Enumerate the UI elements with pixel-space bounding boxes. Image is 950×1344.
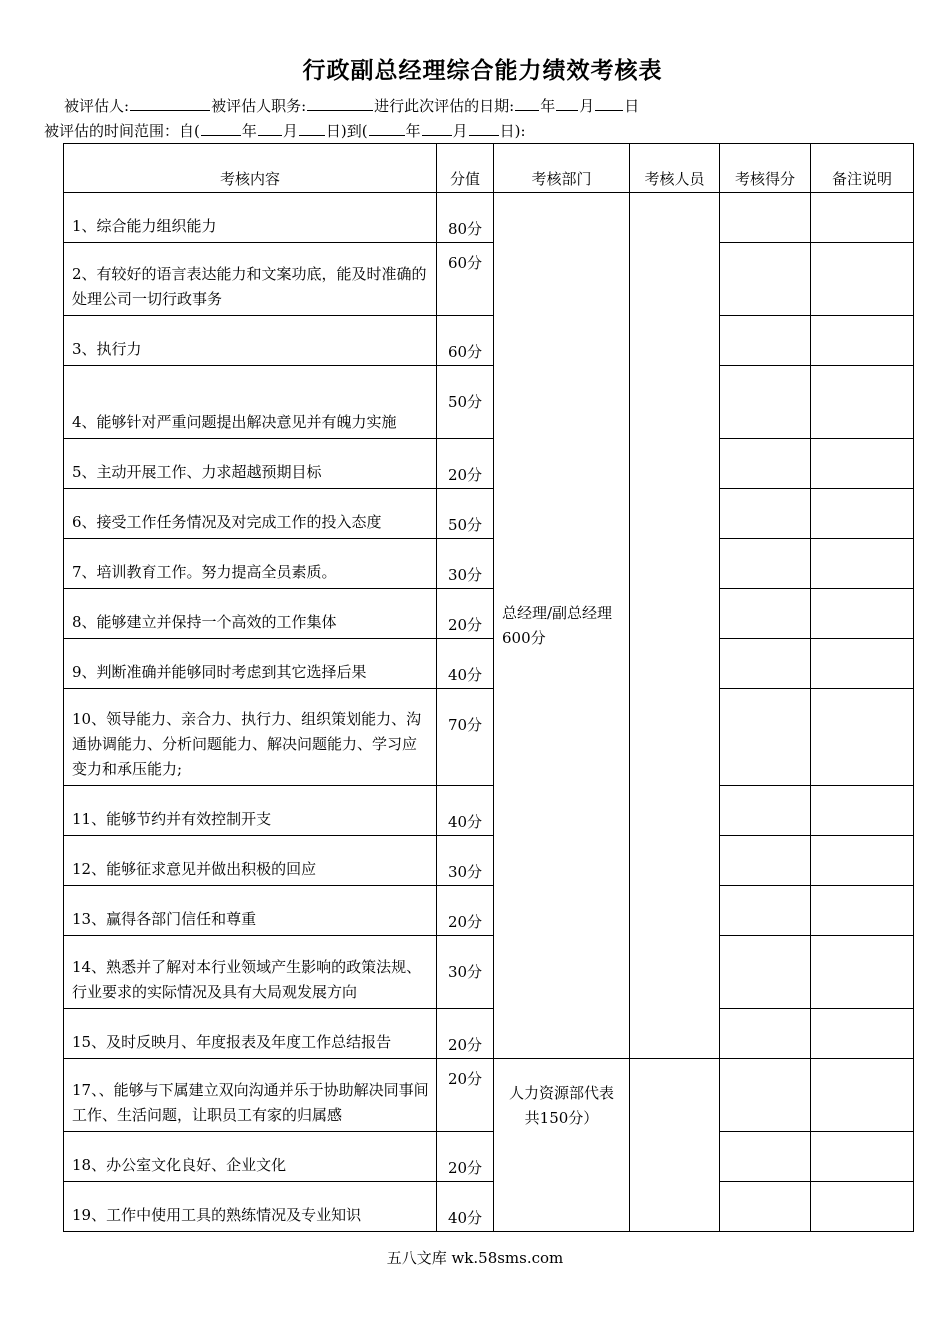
table-row: [64, 1132, 914, 1182]
remarks-cell[interactable]: [811, 316, 914, 366]
table-row: [64, 836, 914, 886]
range-end-day-field[interactable]: [469, 120, 499, 136]
evaluatee-label: 被评估人:: [64, 97, 130, 115]
range-month2-label: 月: [452, 122, 468, 140]
remarks-cell[interactable]: [811, 936, 914, 1009]
result-cell[interactable]: [720, 836, 811, 886]
remarks-cell[interactable]: [811, 886, 914, 936]
remarks-cell[interactable]: [811, 786, 914, 836]
remarks-cell[interactable]: [811, 489, 914, 539]
range-year-label: 年: [241, 122, 257, 140]
table-row: [64, 639, 914, 689]
remarks-cell[interactable]: [811, 1009, 914, 1059]
range-start-month-field[interactable]: [258, 120, 282, 136]
range-month-label: 月: [282, 122, 298, 140]
assessor-cell[interactable]: [630, 1059, 720, 1232]
month-label: 月: [579, 97, 595, 115]
result-cell[interactable]: [720, 1132, 811, 1182]
range-end-label: 日):: [499, 122, 526, 140]
result-cell[interactable]: [720, 886, 811, 936]
item-content: 9、判断准确并能够同时考虑到其它选择后果: [64, 639, 437, 689]
header-result: 考核得分: [720, 144, 811, 193]
item-content: 3、执行力: [64, 316, 437, 366]
date-year-field[interactable]: [515, 95, 539, 111]
remarks-cell[interactable]: [811, 836, 914, 886]
item-content: 15、及时反映月、年度报表及年度工作总结报告: [64, 1009, 437, 1059]
remarks-cell[interactable]: [811, 639, 914, 689]
evaluation-info-line: [64, 95, 639, 116]
position-label: 被评估人职务:: [211, 97, 307, 115]
remarks-cell[interactable]: [811, 689, 914, 786]
remarks-cell[interactable]: [811, 539, 914, 589]
item-content: 1、综合能力组织能力: [64, 193, 437, 243]
result-cell[interactable]: [720, 1009, 811, 1059]
table-row: [64, 1182, 914, 1232]
result-cell[interactable]: [720, 689, 811, 786]
range-year2-label: 年: [405, 122, 421, 140]
item-content: 19、工作中使用工具的熟练情况及专业知识: [64, 1182, 437, 1232]
item-content: 5、主动开展工作、力求超越预期目标: [64, 439, 437, 489]
table-header-row: [64, 144, 914, 193]
range-end-year-field[interactable]: [369, 120, 405, 136]
date-month-field[interactable]: [556, 95, 578, 111]
position-field[interactable]: [307, 95, 373, 111]
item-score: 60分: [437, 243, 494, 316]
result-cell[interactable]: [720, 1182, 811, 1232]
range-to-label: 日)到(: [325, 122, 368, 140]
item-score: 20分: [437, 1132, 494, 1182]
header-assessor: 考核人员: [630, 144, 720, 193]
item-content: 2、有较好的语言表达能力和文案功底，能及时准确的处理公司一切行政事务: [64, 243, 437, 316]
item-content: 14、熟悉并了解对本行业领域产生影响的政策法规、行业要求的实际情况及具有大局观发展方向: [64, 936, 437, 1009]
footer-watermark: 五八文库 wk.58sms.com: [386, 1249, 564, 1267]
table-row: [64, 366, 914, 439]
header-remarks: 备注说明: [811, 144, 914, 193]
table-row: [64, 539, 914, 589]
result-cell[interactable]: [720, 366, 811, 439]
item-score: 40分: [437, 639, 494, 689]
item-content: 7、培训教育工作。努力提高全员素质。: [64, 539, 437, 589]
item-score: 40分: [437, 1182, 494, 1232]
table-row: [64, 589, 914, 639]
date-day-field[interactable]: [595, 95, 623, 111]
item-score: 30分: [437, 936, 494, 1009]
range-end-month-field[interactable]: [422, 120, 452, 136]
item-content: 18、办公室文化良好、企业文化: [64, 1132, 437, 1182]
item-score: 40分: [437, 786, 494, 836]
year-label: 年: [540, 97, 556, 115]
remarks-cell[interactable]: [811, 439, 914, 489]
item-score: 20分: [437, 439, 494, 489]
item-score: 20分: [437, 589, 494, 639]
dept-hr: 人力资源部代表共150分）: [494, 1059, 630, 1232]
assessment-table: [63, 143, 914, 1232]
item-score: 20分: [437, 1059, 494, 1132]
item-score: 20分: [437, 1009, 494, 1059]
remarks-cell[interactable]: [811, 243, 914, 316]
assessor-cell[interactable]: [630, 193, 720, 1059]
item-content: 10、领导能力、亲合力、执行力、组织策划能力、沟通协调能力、分析问题能力、解决问题能力、学习应变力和承压能力;: [64, 689, 437, 786]
header-department: 考核部门: [494, 144, 630, 193]
result-cell[interactable]: [720, 936, 811, 1009]
header-score: 分值: [437, 144, 494, 193]
table-row: [64, 786, 914, 836]
table-row: [64, 689, 914, 786]
item-content: 4、能够针对严重问题提出解决意见并有魄力实施: [64, 366, 437, 439]
remarks-cell[interactable]: [811, 366, 914, 439]
day-label: 日: [624, 97, 640, 115]
result-cell[interactable]: [720, 589, 811, 639]
result-cell[interactable]: [720, 639, 811, 689]
result-cell[interactable]: [720, 489, 811, 539]
remarks-cell[interactable]: [811, 193, 914, 243]
result-cell[interactable]: [720, 1059, 811, 1132]
date-label: 进行此次评估的日期:: [374, 97, 515, 115]
evaluatee-field[interactable]: [130, 95, 210, 111]
result-cell[interactable]: [720, 539, 811, 589]
result-cell[interactable]: [720, 439, 811, 489]
item-content: 11、能够节约并有效控制开支: [64, 786, 437, 836]
remarks-cell[interactable]: [811, 1132, 914, 1182]
table-row: [64, 316, 914, 366]
item-score: 50分: [437, 366, 494, 439]
result-cell[interactable]: [720, 193, 811, 243]
item-content: 12、能够征求意见并做出积极的回应: [64, 836, 437, 886]
dept-general-manager: 总经理/副总经理600分: [494, 193, 630, 1059]
item-score: 70分: [437, 689, 494, 786]
remarks-cell[interactable]: [811, 1059, 914, 1132]
item-content: 13、赢得各部门信任和尊重: [64, 886, 437, 936]
item-content: 6、接受工作任务情况及对完成工作的投入态度: [64, 489, 437, 539]
range-start-day-field[interactable]: [299, 120, 325, 136]
table-row: [64, 193, 914, 243]
result-cell[interactable]: [720, 786, 811, 836]
result-cell[interactable]: [720, 316, 811, 366]
remarks-cell[interactable]: [811, 1182, 914, 1232]
item-score: 60分: [437, 316, 494, 366]
table-row: [64, 1059, 914, 1132]
item-score: 50分: [437, 489, 494, 539]
table-row: [64, 439, 914, 489]
evaluation-range-line: [44, 120, 526, 141]
table-row: [64, 886, 914, 936]
range-start-year-field[interactable]: [201, 120, 241, 136]
header-content: 考核内容: [64, 144, 437, 193]
table-row: [64, 489, 914, 539]
table-row: [64, 936, 914, 1009]
item-score: 30分: [437, 539, 494, 589]
range-label: 被评估的时间范围：自(: [44, 122, 200, 140]
item-score: 30分: [437, 836, 494, 886]
remarks-cell[interactable]: [811, 589, 914, 639]
table-row: [64, 1009, 914, 1059]
table-row: [64, 243, 914, 316]
result-cell[interactable]: [720, 243, 811, 316]
page-title: 行政副总经理综合能力绩效考核表: [302, 58, 663, 84]
item-score: 20分: [437, 886, 494, 936]
item-score: 80分: [437, 193, 494, 243]
item-content: 8、能够建立并保持一个高效的工作集体: [64, 589, 437, 639]
item-content: 17、、能够与下属建立双向沟通并乐于协助解决同事间工作、生活问题，让职员工有家的归属感: [64, 1059, 437, 1132]
